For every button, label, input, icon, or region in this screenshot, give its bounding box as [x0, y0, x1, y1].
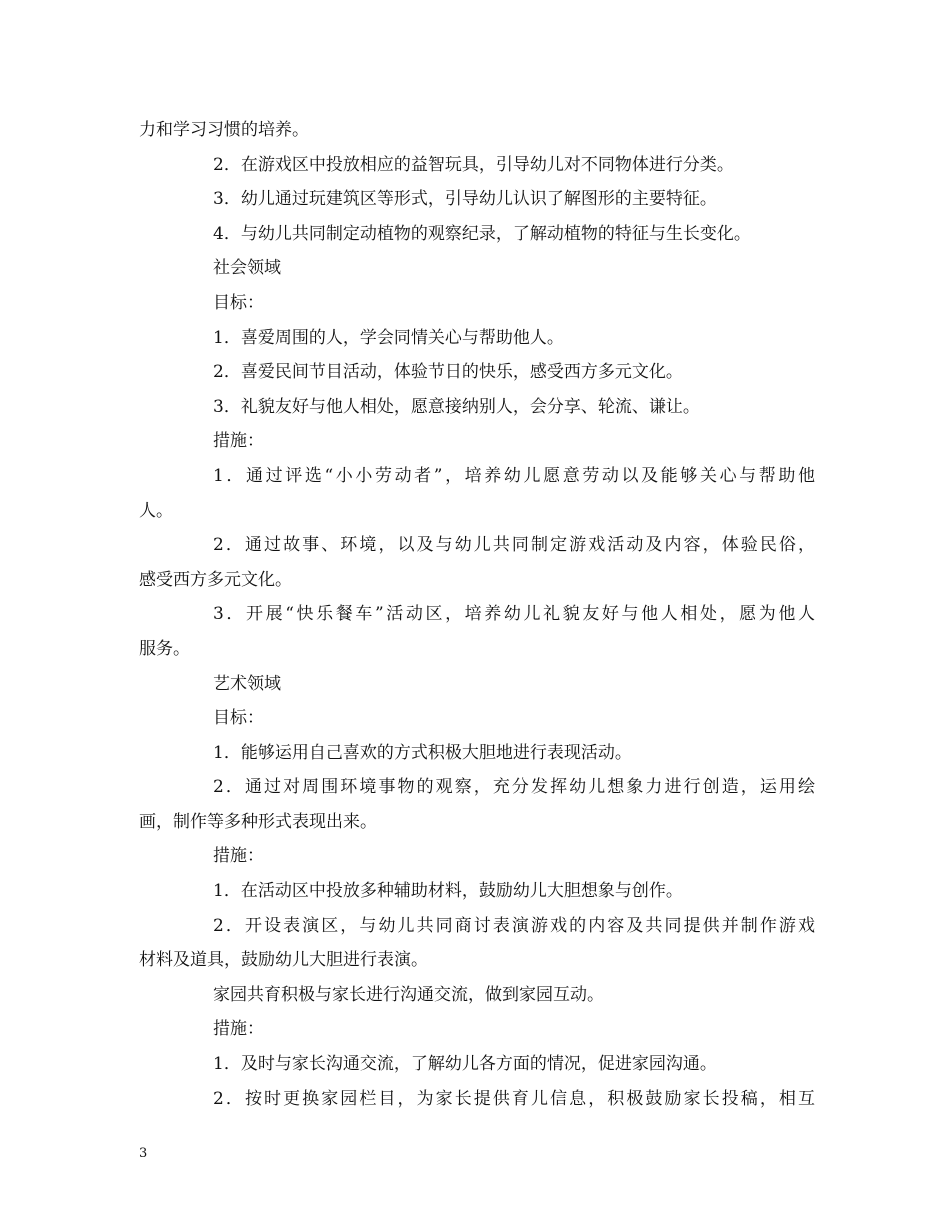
- document-body: [139, 113, 815, 1116]
- text-line: 1．在活动区中投放多种辅助材料，鼓励幼儿大胆想象与创作。: [213, 881, 683, 902]
- text-line: 4．与幼儿共同制定动植物的观察纪录，了解动植物的特征与生长变化。: [213, 223, 751, 244]
- text-line: 社会领域: [213, 258, 281, 279]
- text-line: 服务。: [139, 638, 190, 659]
- page-number: 3: [139, 1146, 148, 1161]
- text-line: 目标：: [213, 708, 264, 729]
- text-line: 人。: [139, 500, 173, 521]
- text-line: 2．在游戏区中投放相应的益智玩具，引导幼儿对不同物体进行分类。: [213, 154, 734, 175]
- text-line: 2．开设表演区，与幼儿共同商讨表演游戏的内容及共同提供并制作游戏: [213, 915, 815, 936]
- text-line: 措施：: [213, 431, 264, 452]
- text-line: 3．礼貌友好与他人相处，愿意接纳别人，会分享、轮流、谦让。: [213, 396, 700, 417]
- text-line: 画，制作等多种形式表现出来。: [139, 811, 377, 832]
- text-line: 1．及时与家长沟通交流，了解幼儿各方面的情况，促进家园沟通。: [213, 1054, 717, 1075]
- text-line: 1．通过评选“小小劳动者”，培养幼儿愿意劳动以及能够关心与帮助他: [213, 465, 815, 486]
- text-line: 3．开展“快乐餐车”活动区，培养幼儿礼貌友好与他人相处，愿为他人: [213, 604, 815, 625]
- text-line: 2．按时更换家园栏目，为家长提供育儿信息，积极鼓励家长投稿，相互: [213, 1088, 815, 1109]
- text-line: 感受西方多元文化。: [139, 569, 292, 590]
- text-line: 力和学习习惯的培养。: [139, 120, 309, 140]
- text-line: 艺术领域: [213, 673, 281, 694]
- text-line: 材料及道具，鼓励幼儿大胆进行表演。: [139, 950, 428, 971]
- text-line: 2．喜爱民间节目活动，体验节日的快乐，感受西方多元文化。: [213, 362, 683, 383]
- text-line: 2．通过故事、环境，以及与幼儿共同制定游戏活动及内容，体验民俗，: [213, 535, 815, 556]
- text-line: 2．通过对周围环境事物的观察，充分发挥幼儿想象力进行创造，运用绘: [213, 777, 815, 798]
- text-line: 1．能够运用自己喜欢的方式积极大胆地进行表现活动。: [213, 742, 632, 763]
- text-line: 措施：: [213, 1019, 264, 1040]
- text-line: 家园共育积极与家长进行沟通交流，做到家园互动。: [213, 984, 604, 1005]
- text-line: 3．幼儿通过玩建筑区等形式，引导幼儿认识了解图形的主要特征。: [213, 189, 717, 210]
- text-line: 措施：: [213, 846, 264, 867]
- text-line: 1．喜爱周围的人，学会同情关心与帮助他人。: [213, 327, 564, 348]
- text-line: 目标：: [213, 292, 264, 313]
